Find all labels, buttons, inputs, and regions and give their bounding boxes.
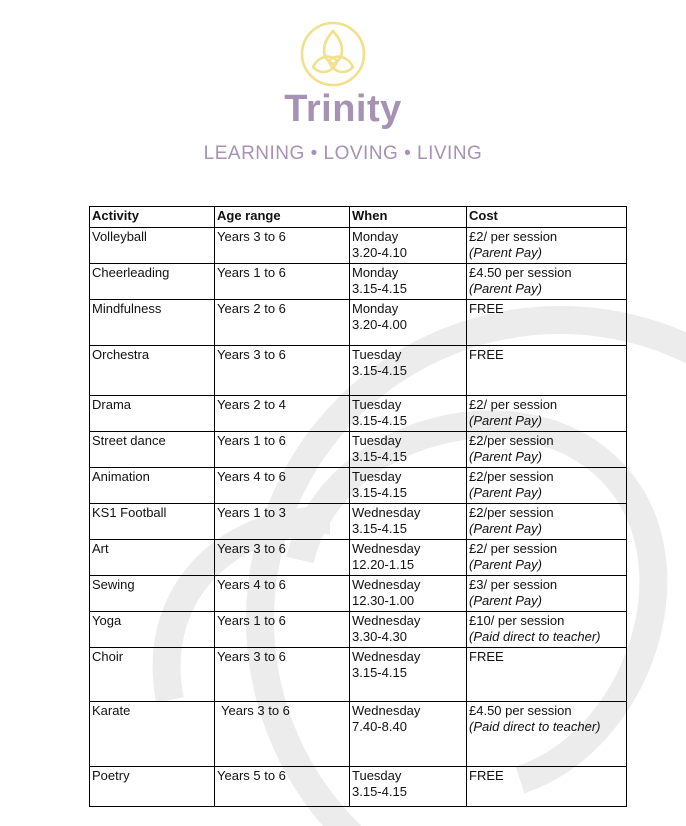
when-day: Wednesday	[352, 613, 421, 628]
cost-cell	[467, 540, 627, 576]
cost-cell	[467, 346, 627, 396]
when-day: Wednesday	[352, 541, 421, 556]
when-cell	[350, 264, 467, 300]
age-cell: Years 3 to 6	[215, 346, 350, 396]
activity-cell: KS1 Football	[90, 504, 215, 540]
when-cell	[350, 300, 467, 346]
header-activity: Activity	[90, 207, 215, 228]
table-row	[90, 396, 627, 432]
brand-tagline: LEARNING • LOVING • LIVING	[203, 143, 483, 164]
age-cell: Years 3 to 6	[215, 540, 350, 576]
activity-cell: Choir	[90, 648, 215, 702]
activity-cell: Volleyball	[90, 228, 215, 264]
activity-cell: Cheerleading	[90, 264, 215, 300]
when-cell	[350, 648, 467, 702]
table-header-row	[90, 207, 627, 228]
cost-amount: £2/per session	[469, 469, 554, 484]
cost-note: (Paid direct to teacher)	[469, 629, 601, 644]
when-cell	[350, 540, 467, 576]
cost-amount: £2/ per session	[469, 397, 558, 412]
when-time: 3.15-4.15	[352, 784, 407, 799]
activity-cell: Yoga	[90, 612, 215, 648]
table-row	[90, 612, 627, 648]
age-cell: Years 4 to 6	[215, 576, 350, 612]
when-cell	[350, 504, 467, 540]
when-day: Monday	[352, 265, 399, 280]
age-cell: Years 5 to 6	[215, 767, 350, 807]
header-age-range: Age range	[215, 207, 350, 228]
age-cell: Years 4 to 6	[215, 468, 350, 504]
when-time: 3.20-4.00	[352, 317, 407, 332]
activities-table	[89, 206, 627, 807]
cost-amount: £2/per session	[469, 505, 554, 520]
age-cell: Years 1 to 6	[215, 432, 350, 468]
when-cell	[350, 396, 467, 432]
activity-cell: Art	[90, 540, 215, 576]
activity-cell: Mindfulness	[90, 300, 215, 346]
table-row	[90, 346, 627, 396]
when-time: 3.30-4.30	[352, 629, 407, 644]
when-cell	[350, 228, 467, 264]
cost-amount: FREE	[469, 649, 504, 664]
cost-note: (Parent Pay)	[469, 281, 542, 296]
cost-amount: £2/per session	[469, 433, 554, 448]
cost-amount: £4.50 per session	[469, 703, 572, 718]
cost-amount: £2/ per session	[469, 541, 558, 556]
cost-amount: £3/ per session	[469, 577, 558, 592]
when-cell	[350, 767, 467, 807]
when-day: Tuesday	[352, 397, 402, 412]
cost-note: (Paid direct to teacher)	[469, 719, 601, 734]
cost-cell	[467, 504, 627, 540]
brand-name: Trinity	[284, 88, 402, 130]
when-time: 3.15-4.15	[352, 485, 407, 500]
when-day: Wednesday	[352, 577, 421, 592]
when-time: 3.15-4.15	[352, 449, 407, 464]
when-day: Monday	[352, 301, 399, 316]
table-row	[90, 228, 627, 264]
cost-cell	[467, 264, 627, 300]
cost-cell	[467, 432, 627, 468]
cost-cell	[467, 300, 627, 346]
cost-amount: £4.50 per session	[469, 265, 572, 280]
table-row	[90, 432, 627, 468]
when-time: 3.15-4.15	[352, 413, 407, 428]
when-cell	[350, 702, 467, 767]
cost-cell	[467, 468, 627, 504]
when-cell	[350, 612, 467, 648]
cost-note: (Parent Pay)	[469, 485, 542, 500]
when-day: Wednesday	[352, 649, 421, 664]
cost-cell	[467, 767, 627, 807]
header-cost: Cost	[467, 207, 627, 228]
table-row	[90, 504, 627, 540]
when-cell	[350, 468, 467, 504]
when-time: 3.20-4.10	[352, 245, 407, 260]
table-row	[90, 767, 627, 807]
table-row	[90, 702, 627, 767]
cost-cell	[467, 612, 627, 648]
when-day: Tuesday	[352, 469, 402, 484]
cost-note: (Parent Pay)	[469, 245, 542, 260]
age-cell	[215, 702, 350, 767]
when-time: 12.30-1.00	[352, 593, 415, 608]
when-cell	[350, 432, 467, 468]
when-day: Tuesday	[352, 347, 402, 362]
table-row	[90, 264, 627, 300]
when-day: Wednesday	[352, 703, 421, 718]
when-cell	[350, 576, 467, 612]
when-day: Monday	[352, 229, 399, 244]
activity-cell: Orchestra	[90, 346, 215, 396]
cost-cell	[467, 396, 627, 432]
age-value: Years 3 to 6	[221, 703, 290, 718]
activity-cell: Poetry	[90, 767, 215, 807]
cost-cell	[467, 576, 627, 612]
age-cell: Years 1 to 3	[215, 504, 350, 540]
age-cell: Years 1 to 6	[215, 264, 350, 300]
when-time: 12.20-1.15	[352, 557, 415, 572]
cost-cell	[467, 702, 627, 767]
page-header	[0, 0, 686, 190]
when-day: Wednesday	[352, 505, 421, 520]
activity-cell: Sewing	[90, 576, 215, 612]
age-cell: Years 3 to 6	[215, 648, 350, 702]
cost-note: (Parent Pay)	[469, 521, 542, 536]
when-time: 3.15-4.15	[352, 665, 407, 680]
cost-note: (Parent Pay)	[469, 593, 542, 608]
cost-note: (Parent Pay)	[469, 449, 542, 464]
age-cell: Years 2 to 4	[215, 396, 350, 432]
table-row	[90, 576, 627, 612]
when-cell	[350, 346, 467, 396]
cost-note: (Parent Pay)	[469, 413, 542, 428]
when-time: 3.15-4.15	[352, 363, 407, 378]
trinity-knot-icon	[299, 20, 367, 88]
table-row	[90, 540, 627, 576]
table-row	[90, 468, 627, 504]
header-when: When	[350, 207, 467, 228]
table-row	[90, 300, 627, 346]
activity-cell: Drama	[90, 396, 215, 432]
age-cell: Years 3 to 6	[215, 228, 350, 264]
age-cell: Years 1 to 6	[215, 612, 350, 648]
age-cell: Years 2 to 6	[215, 300, 350, 346]
activity-cell: Animation	[90, 468, 215, 504]
when-time: 7.40-8.40	[352, 719, 407, 734]
table-row	[90, 648, 627, 702]
when-time: 3.15-4.15	[352, 521, 407, 536]
cost-amount: £2/ per session	[469, 229, 558, 244]
cost-cell	[467, 648, 627, 702]
cost-cell	[467, 228, 627, 264]
cost-amount: FREE	[469, 768, 504, 783]
when-day: Tuesday	[352, 768, 402, 783]
cost-amount: £10/ per session	[469, 613, 565, 628]
when-day: Tuesday	[352, 433, 402, 448]
cost-amount: FREE	[469, 301, 504, 316]
when-time: 3.15-4.15	[352, 281, 407, 296]
cost-note: (Parent Pay)	[469, 557, 542, 572]
cost-amount: FREE	[469, 347, 504, 362]
activity-cell: Karate	[90, 702, 215, 767]
activity-cell: Street dance	[90, 432, 215, 468]
